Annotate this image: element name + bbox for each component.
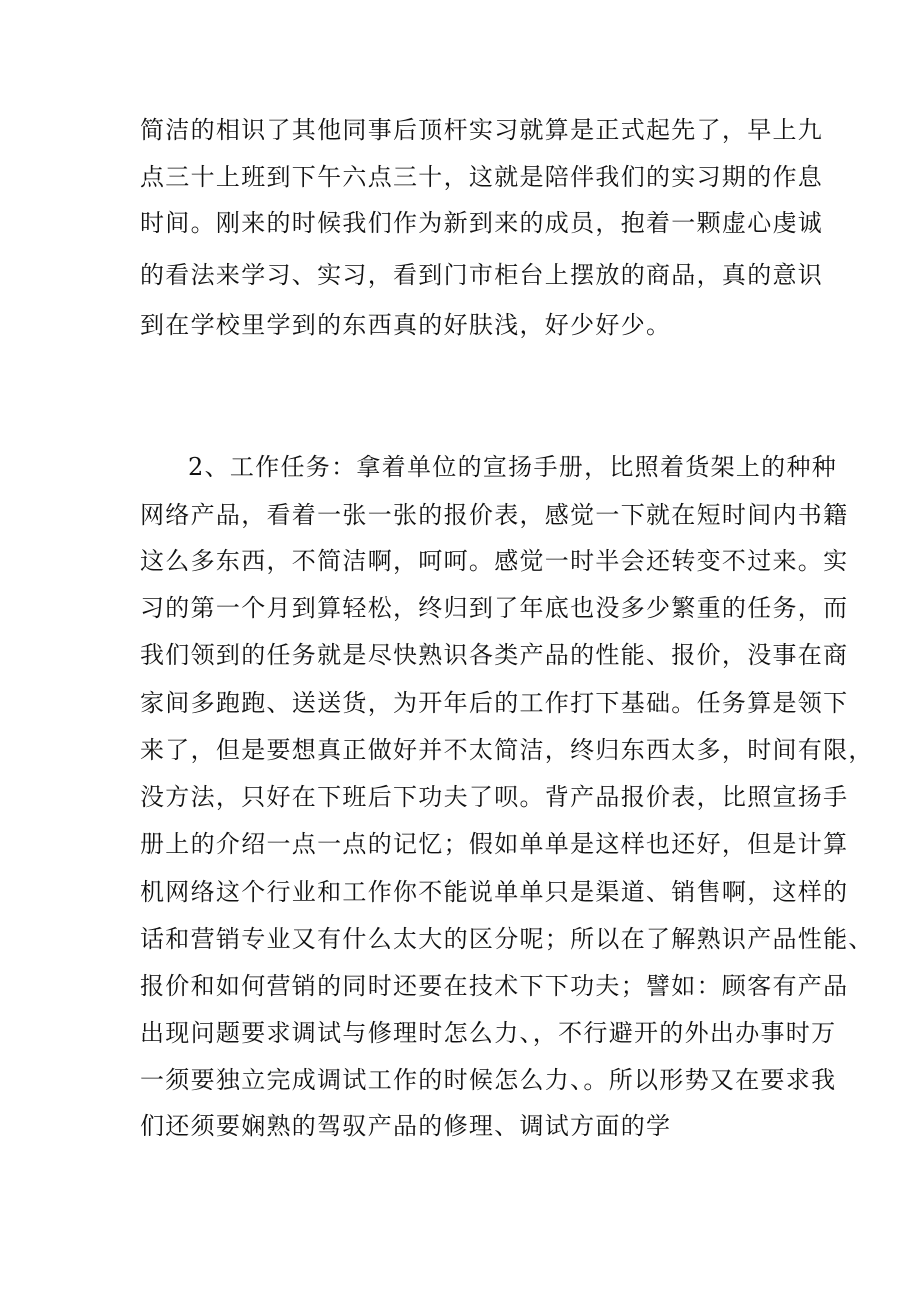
text-line: 这么多东西，不简洁啊，呵呵。感觉一时半会还转变不过来。实 xyxy=(140,547,849,575)
text-line: 简洁的相识了其他同事后顶杆实习就算是正式起先了，早上九 xyxy=(140,116,824,144)
text-line: 话和营销专业又有什么太大的区分呢；所以在了解熟识产品性能、 xyxy=(140,925,874,953)
text-line: 2、工作任务：拿着单位的宣扬手册，比照着货架上的种种 xyxy=(188,453,838,481)
text-line: 习的第一个月到算轻松，终归到了年底也没多少繁重的任务，而 xyxy=(140,594,849,622)
text-line: 机网络这个行业和工作你不能说单单只是渠道、销售啊，这样的 xyxy=(140,878,849,906)
text-line: 时间。刚来的时候我们作为新到来的成员，抱着一颗虚心虔诚 xyxy=(140,209,824,237)
text-line: 到在学校里学到的东西真的好肤浅，好少好少。 xyxy=(140,311,672,339)
text-line: 家间多跑跑、送送货，为开年后的工作打下基础。任务算是领下 xyxy=(140,689,849,717)
text-line: 们还须要娴熟的驾驭产品的修理、调试方面的学 xyxy=(140,1112,672,1140)
text-line: 册上的介绍一点一点的记忆；假如单单是这样也还好，但是计算 xyxy=(140,830,849,858)
text-line: 点三十上班到下午六点三十，这就是陪伴我们的实习期的作息 xyxy=(140,163,824,191)
text-line: 我们领到的任务就是尽快熟识各类产品的性能、报价，没事在商 xyxy=(140,641,849,669)
text-line: 网络产品，看着一张一张的报价表，感觉一下就在短时间内书籍 xyxy=(140,501,849,529)
text-line: 报价和如何营销的同时还要在技术下下功夫；譬如：顾客有产品 xyxy=(140,972,849,1000)
text-line: 一须要独立完成调试工作的时候怎么力、。所以形势又在要求我 xyxy=(140,1066,837,1094)
text-line: 来了，但是要想真正做好并不太简洁，终归东西太多，时间有限， xyxy=(140,736,874,764)
text-line: 的看法来学习、实习，看到门市柜台上摆放的商品，真的意识 xyxy=(140,261,824,289)
text-line: 没方法，只好在下班后下功夫了呗。背产品报价表，比照宣扬手 xyxy=(140,783,849,811)
text-line: 出现问题要求调试与修理时怎么力、，不行避开的外出办事时万 xyxy=(140,1019,837,1047)
